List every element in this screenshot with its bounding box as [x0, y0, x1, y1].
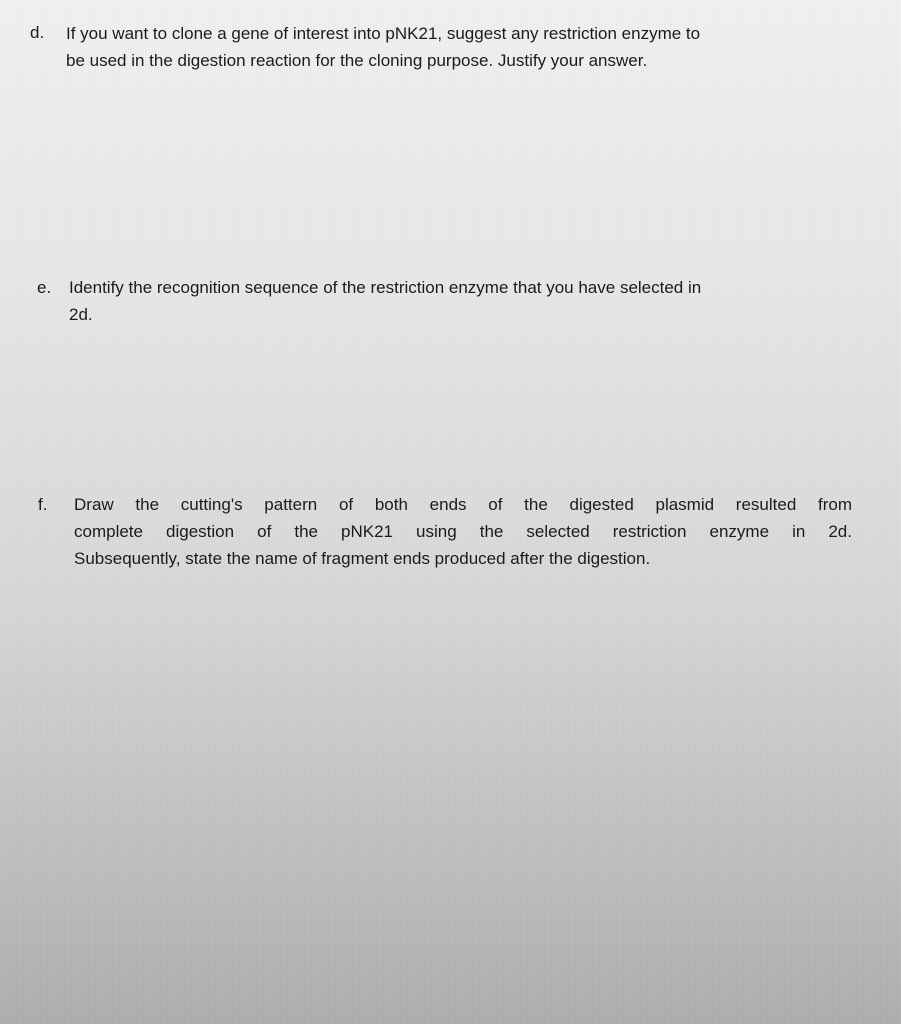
question-letter: d. — [30, 23, 45, 42]
question-text — [69, 274, 859, 328]
question-letter: f. — [38, 495, 48, 514]
question-line: complete digestion of the pNK21 using the selected restriction enzyme in 2d. — [74, 522, 852, 541]
question-line: be used in the digestion reaction for the cloning purpose. Justify your answer. — [66, 51, 648, 70]
question-letter: e. — [37, 278, 52, 297]
question-line: 2d. — [69, 305, 93, 324]
question-line: Draw the cutting's pattern of both ends of the digested plasmid resulted from — [74, 495, 852, 514]
question-line: Identify the recognition sequence of the restriction enzyme that you have selected in — [69, 278, 702, 297]
question-text — [66, 20, 866, 74]
question-line: If you want to clone a gene of interest into pNK21, suggest any restriction enzyme to — [66, 24, 701, 43]
question-text — [74, 491, 852, 572]
question-line: Subsequently, state the name of fragment ends produced after the digestion. — [74, 549, 651, 568]
